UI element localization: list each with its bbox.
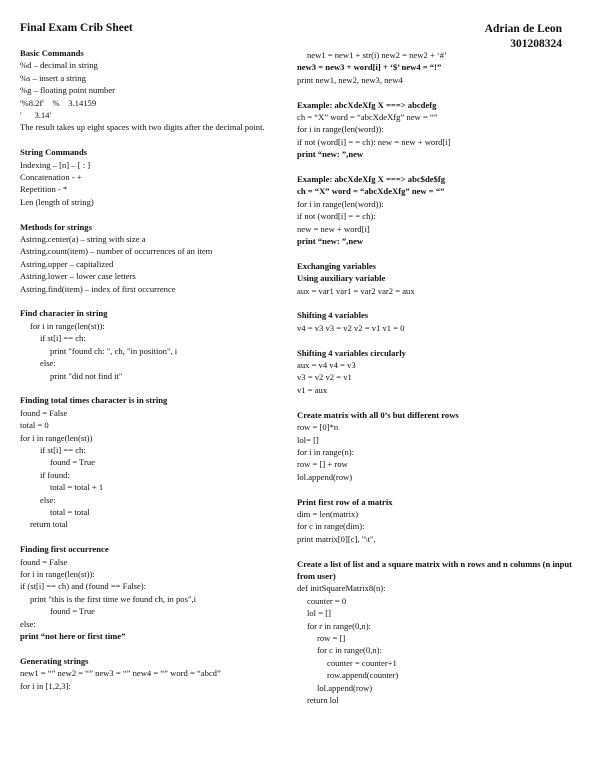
section-heading-example-2: Example: abcXdeXfg X ===> abc$de$fg [297,174,446,185]
text-line: ' 3.14' [20,110,52,121]
text-line: Len (length of string) [20,196,94,207]
code-line: print “new: ”,new [297,149,364,160]
section-heading-shifting-circular: Shifting 4 variables circularly [297,347,406,358]
text-line: Astring.count(item) – number of occurrences of an item [20,246,213,257]
code-line: total = total + 1 [50,482,104,493]
code-line: row = [] + row [297,459,348,470]
section-heading-string-commands: String Commands [20,147,88,158]
section-heading-square-matrix: Create a list of list and a square matrix with n rows and n columns (n input from user) [297,558,573,581]
code-line: def initSquareMatrix8(n): [297,583,386,594]
code-line: v1 = aux [297,384,328,395]
code-line: ch = “X” word = “abcXdeXfg” new = “” [297,112,438,123]
author-block [485,22,562,52]
code-line: if st[i] == ch: [40,444,86,455]
code-line: for i in range(n): [297,446,355,457]
text-line: %s – insert a string [20,72,86,83]
section-heading-find-character: Find character in string [20,308,108,319]
code-line: if (st[i] == ch) and (found == False): [20,581,147,592]
code-line: new = new + word[i] [297,223,370,234]
right-column [297,49,579,706]
code-line: row = [] [317,632,346,643]
code-line: lol.append(row) [297,471,353,482]
code-line: found = True [50,606,95,617]
text-line: %d – decimal in string [20,60,98,71]
code-line: dim = len(matrix) [297,508,359,519]
section-heading-first-occurrence: Finding first occurrence [20,544,109,555]
code-line: print matrix[0][c], "\t", [297,533,376,544]
code-line: total = total [50,506,90,517]
text-line: '%8.2f' % 3.14159 [20,97,97,108]
code-line: print "this is the first time we found ch, in pos",i [30,593,196,604]
author-name: Adrian de Leon [484,23,562,35]
code-line: lol = [] [307,608,331,619]
code-line: for i in range(len(st)): [30,320,105,331]
text-line: Astring.lower – lower case letters [20,271,136,282]
code-line: ch = “X” word = “abcXdeXfg” new = “” [297,186,445,197]
code-line: found = True [50,457,95,468]
section-heading-basic-commands: Basic Commands [20,48,84,58]
code-line: for r in range(0,n): [307,620,371,631]
code-line: found = False [20,556,68,567]
code-line: new1 = “” new2 = “” new3 = “” new4 = “” word = “abcd” [20,668,221,679]
code-line: for i in range(len(st)) [20,432,93,443]
code-line: else: [40,358,56,369]
text-line: Concatenation - + [20,172,82,183]
code-line: else: [20,618,36,629]
code-line: for i in range(len(word)): [297,124,384,135]
text-line: Astring.find(item) – index of first occurrence [20,283,176,294]
code-line: if found: [40,469,70,480]
code-line: print "did not find it" [50,370,123,381]
code-line: counter = 0 [307,595,347,606]
section-heading-first-row: Print first row of a matrix [297,496,393,507]
code-line: if st[i] == ch: [40,333,86,344]
text-line: Indexing – [n] – [ : ] [20,159,91,170]
code-line: if not (word[i] = = ch): new = new + word[i] [297,136,451,147]
left-column [20,47,282,692]
text-line: Astring.center(a) – string with size a [20,234,146,245]
code-line: for i in range(len(word)): [297,198,384,209]
code-line: for c in range(dim): [297,521,365,532]
document-title: Final Exam Crib Sheet [20,22,133,34]
code-line: lol.append(row) [317,682,373,693]
code-line: v4 = v3 v3 = v2 v2 = v1 v1 = 0 [297,322,405,333]
code-line: new3 = new3 + word[i] + ‘$’ new4 = “!” [297,62,442,73]
text-paragraph: The result takes up eight spaces with two digits after the decimal point. [20,122,265,133]
section-heading-methods: Methods for strings [20,221,92,232]
code-line: lol= [] [297,434,319,445]
code-line: print "found ch: ", ch, "in position", i [50,345,178,356]
code-line: if not (word[i] = = ch): [297,211,376,222]
section-heading-shifting: Shifting 4 variables [297,310,369,321]
code-line: aux = var1 var1 = var2 var2 = aux [297,285,415,296]
section-subheading-auxiliary: Using auxiliary variable [297,273,386,284]
section-heading-generating-strings: Generating strings [20,655,89,666]
code-line: else: [40,494,56,505]
code-line: aux = v4 v4 = v3 [297,360,356,371]
code-line: print “new: ”,new [297,236,364,247]
code-line: new1 = new1 + str(i) new2 = new2 + ‘#’ [307,50,447,60]
section-heading-example-1: Example: abcXdeXfg X ===> abcdefg [297,99,437,110]
section-heading-zero-matrix: Create matrix with all 0’s but different rows [297,409,459,420]
code-line: for i in range(len(st)): [20,568,95,579]
code-line: total = 0 [20,420,49,431]
code-line: return lol [307,695,339,705]
text-line: Astring.upper – capitalized [20,258,114,269]
code-line: for i in [1,2,3]: [20,680,71,691]
code-line: row = [0]*n [297,422,339,433]
code-line: return total [30,519,68,530]
code-line: print new1, new2, new3, new4 [297,74,403,85]
code-line: v3 = v2 v2 = v1 [297,372,352,383]
code-line: found = False [20,407,68,418]
code-line: row.append(counter) [327,670,399,681]
section-heading-total-times: Finding total times character is in string [20,395,168,406]
code-line: for c in range(0,n): [317,645,382,656]
code-line: counter = counter+1 [327,657,397,668]
text-line: %g – floating point number [20,85,115,96]
code-line: print “not here or first time” [20,631,126,642]
text-line: Repetition - * [20,184,68,195]
student-id: 301208324 [510,38,562,50]
section-heading-exchanging: Exchanging variables [297,260,377,271]
